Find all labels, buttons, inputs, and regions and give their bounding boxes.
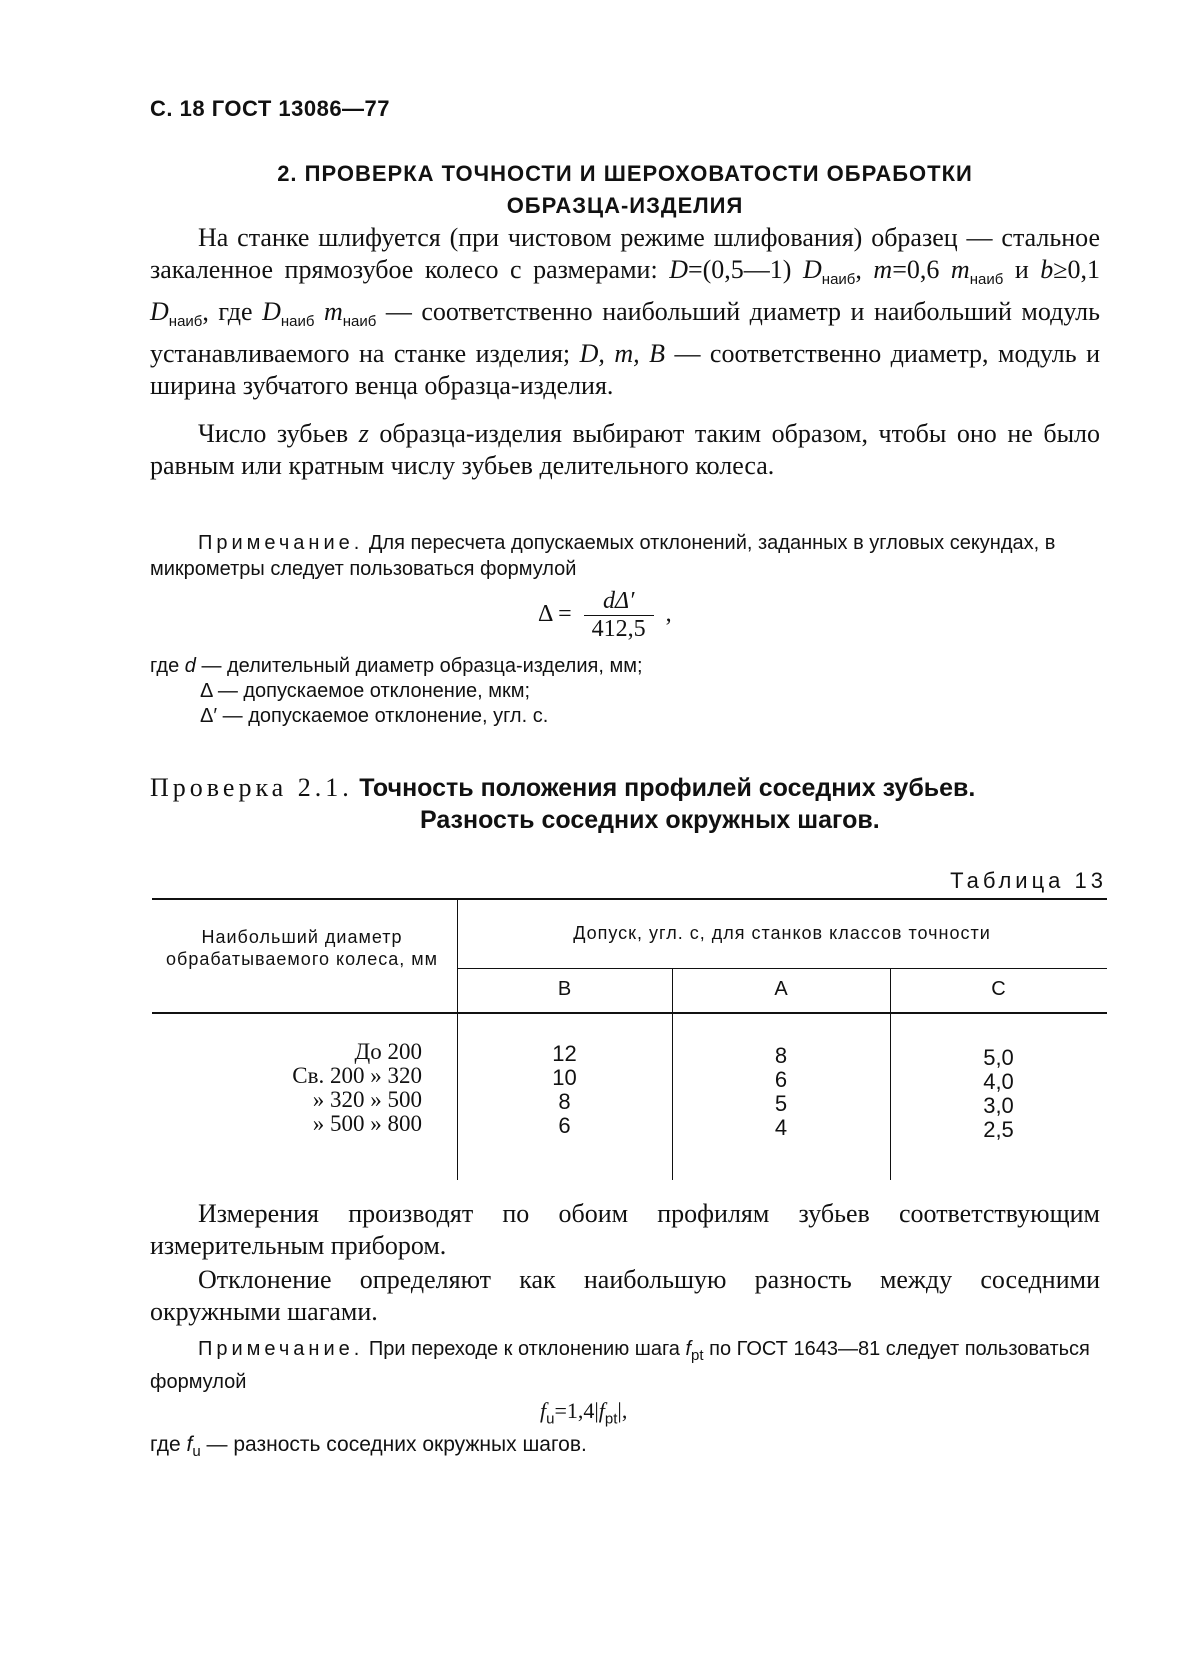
formula1-tail: , — [665, 601, 672, 628]
table-header-rule — [152, 1012, 1107, 1014]
note-2 — [150, 1336, 1100, 1395]
para1-Dnaib-2: D — [150, 297, 169, 327]
table-cell-C-3: 3,0 — [983, 1093, 1014, 1118]
para1-mnaib: m — [950, 255, 970, 284]
para1-vars: D, m, B — [579, 339, 665, 369]
final-def-sub: u — [192, 1443, 201, 1461]
note2-text1: При переходе к отклонению шага — [368, 1338, 680, 1360]
formula2-eq: =1,4| — [554, 1398, 599, 1423]
table-cell-A-3: 5 — [774, 1091, 788, 1116]
para1-and: и — [1014, 255, 1029, 284]
table-cell-A-4: 4 — [774, 1115, 788, 1140]
formula1-numerator: dΔ′ — [584, 588, 654, 616]
note2-text2: по ГОСТ 1643—81 следует пользоваться формулой — [150, 1338, 1090, 1393]
para1-eq1: =(0,5—1) — [687, 255, 792, 284]
def-symbol-delta-prime: Δ′ — [200, 705, 218, 727]
def-text-delta-prime: — допускаемое отклонение, угл. с. — [222, 705, 549, 727]
final-definition — [150, 1432, 1100, 1465]
para3-text: Измерения производят по обоим профилям зубьев соответствующим измерительным прибором. — [150, 1199, 1100, 1260]
para1-eq2: =0,6 — [892, 255, 940, 284]
para1-comma-2: , — [202, 297, 209, 327]
para4-text: Отклонение определяют как наибольшую разность между соседними окружными шагами. — [150, 1265, 1100, 1326]
def-text-d: — делительный диаметр образца-изделия, мм; — [201, 655, 643, 677]
section-title-line2: ОБРАЗЦА-ИЗДЕЛИЯ — [506, 193, 744, 218]
para1-mnaib-2: m — [323, 297, 343, 327]
check21-title-line1: Точность положения профилей соседних зубьев. — [359, 774, 976, 802]
check-2-1-title — [150, 772, 1100, 836]
para1-intro: На станке шлифуется (при чистовом режиме шлифования) образец — стальное закаленное прямозубое колесо с размерами: — [150, 223, 1100, 284]
note2-label: Примечание. — [198, 1338, 364, 1360]
para2-pre: Число зубьев — [198, 419, 349, 448]
table-cell-C-1: 5,0 — [983, 1045, 1014, 1070]
formula1-fraction — [584, 588, 654, 643]
formula2-f2: f — [598, 1398, 605, 1423]
table-col0-header: Наибольший диаметр обрабатываемого колеса, мм — [166, 927, 438, 969]
formula2-f: f — [540, 1398, 547, 1423]
para1-m: m — [873, 255, 893, 284]
def-symbol-d: d — [184, 655, 196, 677]
para1-comma-1: , — [855, 255, 862, 284]
table-top-rule — [152, 898, 1107, 900]
table-row-label-1: До 200 — [354, 1039, 422, 1064]
table-cell-A-1: 8 — [774, 1043, 788, 1068]
table-cell-B-1: 12 — [552, 1041, 577, 1066]
para1-desc2: — соответственно диаметр, модуль и ширина зубчатого венца образца-изделия. — [150, 339, 1100, 401]
table-cell-A-2: 6 — [774, 1067, 788, 1092]
section-title — [150, 158, 1100, 222]
check21-title-line2: Разность соседних окружных шагов. — [420, 806, 880, 834]
table-row-label-4: » 500 » 800 — [312, 1111, 422, 1136]
paragraph-4 — [150, 1264, 1100, 1328]
formula2-sub-u: u — [546, 1410, 555, 1428]
table-cell-B-4: 6 — [558, 1113, 571, 1138]
para1-Dnaib-3: D — [262, 297, 281, 327]
formula-fu — [540, 1398, 627, 1427]
definition-d — [150, 654, 643, 679]
para2-z: z — [358, 419, 369, 448]
def-prefix: где — [150, 655, 180, 677]
table-header-class-C: С — [991, 978, 1006, 1000]
formula-delta — [538, 588, 672, 643]
def-text-delta: — допускаемое отклонение, мкм; — [217, 680, 531, 702]
table-cell-B-2: 10 — [552, 1065, 577, 1090]
para1-eq3: ≥0,1 — [1053, 255, 1101, 284]
para1-D: D — [669, 255, 688, 284]
formula2-sub-pt: pt — [604, 1410, 618, 1428]
formula1-lhs: Δ = — [538, 601, 572, 628]
table-label: Таблица 13 — [950, 868, 1107, 893]
table-cell-B-3: 8 — [558, 1089, 571, 1114]
table-subheader-rule — [457, 968, 1107, 969]
definitions-list — [150, 654, 643, 729]
definition-delta-prime — [150, 704, 643, 729]
def-symbol-delta: Δ — [200, 680, 213, 702]
final-def-sym: f — [186, 1433, 193, 1456]
para1-sub-naib-5: наиб — [342, 313, 377, 331]
paragraph-2 — [150, 418, 1100, 482]
note1-text: Для пересчета допускаемых отклонений, заданных в угловых секундах, в микрометры следует пользоваться формулой — [150, 532, 1056, 580]
final-def-prefix: где — [150, 1433, 181, 1456]
note2-sub: pt — [691, 1347, 704, 1364]
para1-sub-naib-4: наиб — [280, 313, 315, 331]
para1-where: где — [218, 297, 253, 327]
para2-post: образца-изделия выбирают таким образом, чтобы оно не было равным или кратным числу зубьев делительного колеса. — [150, 419, 1101, 480]
table-cell-C-4: 2,5 — [983, 1117, 1014, 1142]
table-group-header: Допуск, угл. с, для станков классов точности — [573, 923, 991, 943]
para1-sub-naib-1: наиб — [821, 271, 856, 289]
para1-Dnaib: D — [803, 255, 822, 284]
para1-sub-naib-2: наиб — [969, 271, 1004, 289]
table-header-class-B: В — [557, 978, 572, 1000]
paragraph-3 — [150, 1198, 1100, 1262]
formula1-denominator: 412,5 — [591, 616, 646, 642]
paragraph-1 — [150, 222, 1100, 402]
final-def-text: — разность соседних окружных шагов. — [206, 1433, 587, 1456]
definition-delta — [150, 679, 643, 704]
note2-sym: f — [685, 1338, 692, 1360]
table-header-class-A: А — [774, 978, 788, 1000]
para1-sub-naib-3: наиб — [168, 313, 203, 331]
page-header: С. 18 ГОСТ 13086—77 — [150, 96, 391, 121]
section-title-line1: 2. ПРОВЕРКА ТОЧНОСТИ И ШЕРОХОВАТОСТИ ОБРАБОТКИ — [277, 161, 973, 186]
table-row-label-2: Св. 200 » 320 — [292, 1063, 422, 1088]
note1-label: Примечание. — [198, 532, 364, 554]
formula2-tail: |, — [617, 1398, 628, 1423]
table-row-label-3: » 320 » 500 — [312, 1087, 422, 1112]
check21-lead: Проверка 2.1. — [150, 773, 353, 802]
table-cell-C-2: 4,0 — [983, 1069, 1014, 1094]
para1-desc1: — соответственно наибольший диаметр и наибольший модуль устанавливаемого на станке изделия; — [150, 297, 1101, 369]
para1-b: b — [1040, 255, 1054, 284]
note-1 — [150, 530, 1100, 582]
